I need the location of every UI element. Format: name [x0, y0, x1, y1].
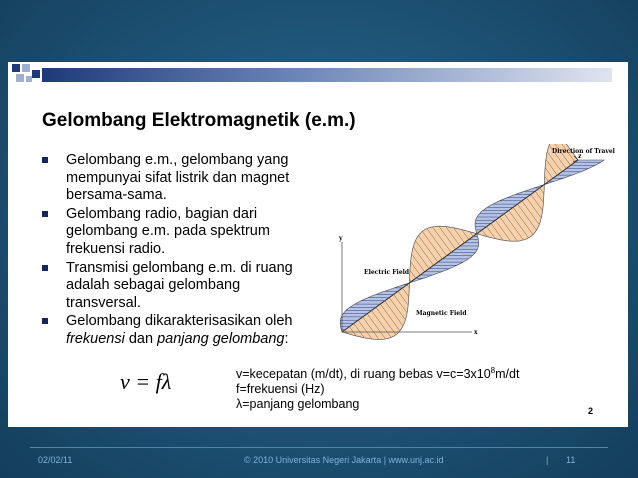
bullet-text-mid: dan [124, 330, 158, 347]
footer-copyright: © 2010 Universitas Negeri Jakarta | www.unj.ac.id [244, 455, 444, 465]
slide-number: 2 [588, 406, 594, 416]
bullet-text-pre: Gelombang dikarakterisasikan oleh [66, 313, 293, 330]
x-axis-label: x [474, 329, 478, 336]
bullet-icon [42, 211, 48, 217]
bullet-text-post: : [284, 330, 289, 347]
wave-formula: v = fλ [120, 369, 172, 394]
direction-label: Direction of Travel [552, 148, 615, 155]
footer-separator: | [546, 455, 549, 465]
bullet-icon [42, 265, 48, 271]
magnetic-field-label: Magnetic Field [416, 310, 467, 317]
bullet-list [38, 152, 308, 350]
em-wave-diagram [326, 144, 616, 354]
bullet-icon [42, 318, 48, 324]
bullet-text: Gelombang e.m., gelombang yang mempunyai sifat listrik dan magnet bersama-sama. [66, 152, 290, 204]
deco-square [12, 64, 20, 72]
bullet-item [38, 152, 308, 205]
deco-square [26, 76, 32, 82]
bullet-item [38, 313, 308, 348]
definition-velocity: v=kecepatan (m/dt), di ruang bebas $v=c=3x10^8m/dt$ [236, 366, 520, 382]
title-accent-bar [42, 68, 612, 82]
deco-square [32, 70, 40, 78]
bullet-text: Gelombang radio, bagian dari gelombang e.m. pada spektrum frekuensi radio. [66, 205, 270, 257]
z-axis-label: z [578, 153, 582, 160]
formula-definitions [236, 363, 519, 412]
electric-field-label: Electric Field [364, 269, 410, 276]
definition-frequency: f=frekuensi (Hz) [236, 382, 325, 397]
slide-canvas [8, 62, 628, 427]
bullet-item [38, 206, 308, 259]
footer-divider [30, 447, 608, 448]
slide-title: Gelombang Elektromagnetik (e.m.) [42, 110, 356, 131]
footer-page-number: 11 [566, 455, 576, 465]
deco-square [16, 74, 24, 82]
bullet-text: Transmisi gelombang e.m. di ruang adalah sebagai gelombang transversal. [66, 259, 293, 311]
bullet-emphasis: panjang gelombang [157, 330, 285, 347]
deco-square [22, 64, 30, 72]
bullet-item [38, 260, 308, 313]
definition-wavelength: λ=panjang gelombang [236, 397, 360, 412]
footer-date: 02/02/11 [38, 455, 73, 465]
y-axis-label: y [339, 235, 343, 242]
bullet-emphasis: frekuensi [66, 330, 125, 347]
bullet-icon [42, 157, 48, 163]
